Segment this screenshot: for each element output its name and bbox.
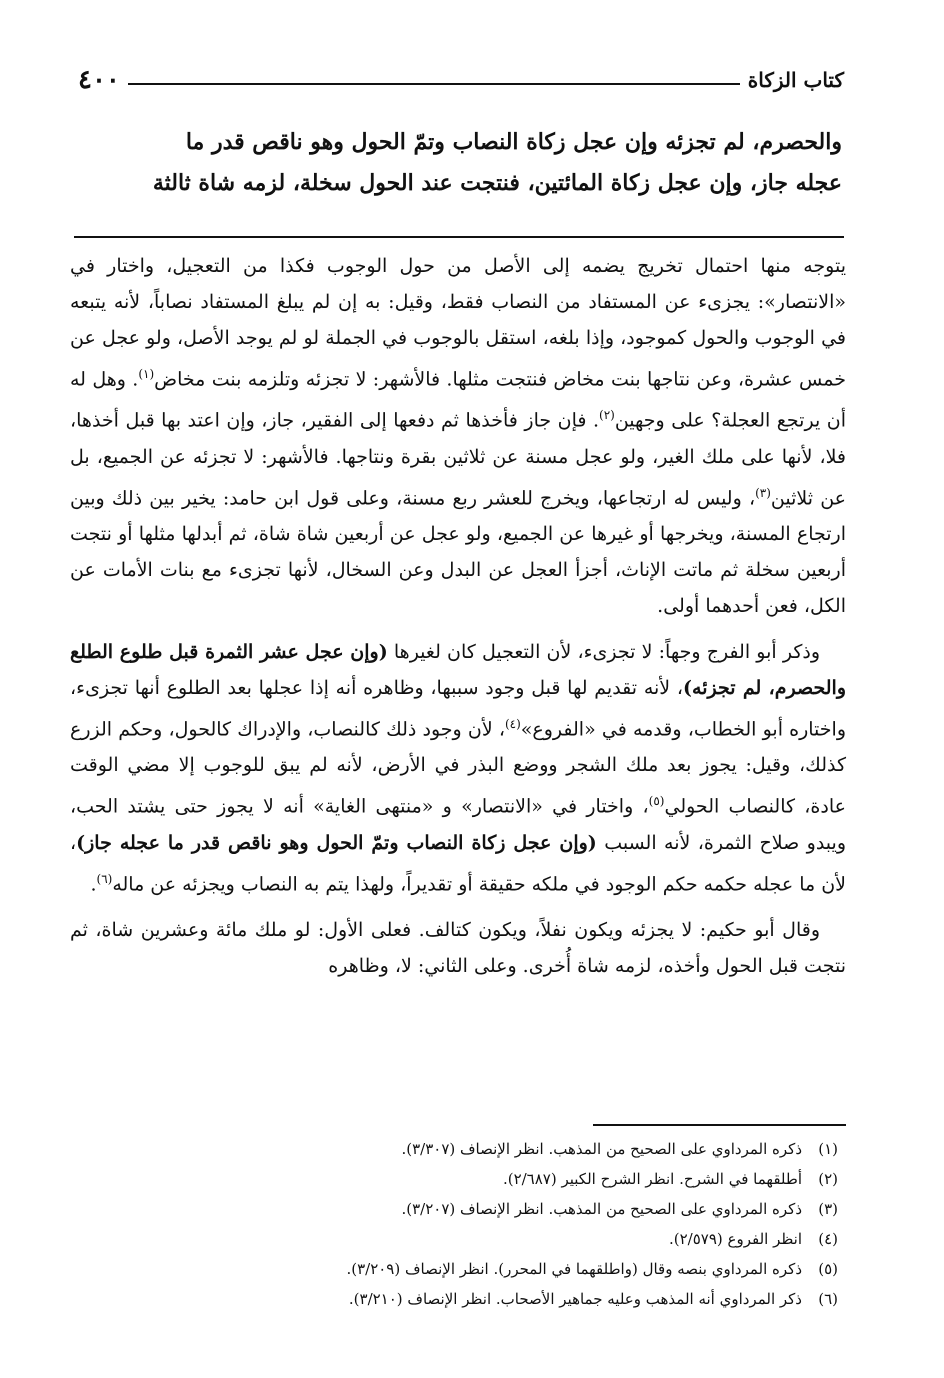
book-title: كتاب الزكاة (747, 68, 844, 92)
footnotes (70, 1134, 846, 1314)
footnote-text: ذكره المرداوي على الصحيح من المذهب. انظر الإنصاف (٣/٣٠٧). (401, 1140, 802, 1158)
matn-line: عجله جاز، وإن عجل زكاة المائتين، فنتجت عند الحول سخلة، لزمه شاة ثالثة (152, 170, 842, 196)
footnote-text: ذكر المرداوي أنه المذهب وعليه جماهير الأصحاب. انظر الإنصاف (٣/٢١٠). (348, 1290, 802, 1308)
paragraph-3 (70, 912, 846, 984)
text-run: ، وليس له ارتجاعها، ويخرج للعشر ربع مسنة، وعلى قول ابن حامد: يخير بين ذلك وبين ارتجاع المسنة، ويخرجها أو غيرها عن الجميع، ولو عجل عن أربعين شاة شاة، ثم أبدلها مثلها أو نتجت أربعين سخلة ثم ماتت الإناث، أجزأ العجل عن البدل وعن السخال، لأنها تجزىء مع بنات الأمات عن الكل، فعن أحدهما أولى. (70, 486, 846, 617)
matn-line: والحصرم، لم تجزئه وإن عجل زكاة النصاب وتمّ الحول وهو ناقص قدر ما (185, 129, 842, 155)
footnote-ref[interactable]: (١) (138, 367, 155, 381)
footnote-number: (١) (818, 1140, 838, 1158)
text-run: يتوجه منها احتمال تخريج يضمه إلى الأصل من حول الوجوب فكذا من التعجيل، واختار في «الانتصار»: يجزىء عن المستفاد من النصاب فقط، وقيل: به إن لم يبلغ المستفاد نصاباً، لأنه يتبعه في الوجوب والحول كموجود، وإذا بلغه، استقل بالوجوب في الجملة لو لم يوجد الأصل، ولو عجل عن خمس عشرة، وعن نتاجها بنت مخاض فنتجت مثلها. فالأشهر: لا تجزئه وتلزمه بنت مخاض (70, 255, 846, 391)
page-header (68, 62, 850, 98)
footnote-number: (٣) (818, 1200, 838, 1218)
paragraph-1 (70, 248, 846, 624)
footnote-separator (593, 1124, 846, 1126)
footnote-text: أطلقهما في الشرح. انظر الشرح الكبير (٢/٦٨٧). (502, 1170, 802, 1188)
header-rule (128, 83, 740, 85)
footnote-text: انظر الفروع (٢/٥٧٩). (668, 1230, 802, 1248)
footnote-number: (٢) (818, 1170, 838, 1188)
text-run: وقال أبو حكيم: لا يجزئه ويكون نفلاً، ويكون كتالف. فعلى الأول: لو ملك مائة وعشرين شاة، ثم نتجت قبل الحول وأخذه، لزمه شاة أُخرى. وعلى الثاني: لا، وظاهره (70, 918, 846, 977)
footnote-ref[interactable]: (٣) (755, 485, 771, 500)
text-run: ، لأنه تقديم لها قبل وجود سببها، وظاهره أنه إذا عجلها بعد الطلوع أنها تجزىء، واختاره أبو الخطاب، وقدمه في «الفروع» (70, 676, 846, 741)
footnote (70, 1134, 846, 1164)
footnote (70, 1224, 846, 1254)
matn-separator (74, 236, 844, 238)
footnote (70, 1164, 846, 1194)
text-run: ، واختار في «الانتصار» و «منتهى الغاية» أنه لا يجوز حتى يشتد الحب، ويبدو صلاح الثمرة، لأنه السبب (70, 795, 846, 854)
footnote-number: (٤) (818, 1230, 838, 1248)
footnote (70, 1254, 846, 1284)
footnote-number: (٥) (818, 1260, 838, 1278)
page-number: ٤٠٠ (78, 65, 120, 95)
text-run: . وهل له أن يرتجع العجلة؟ على وجهين (70, 368, 846, 432)
footnote (70, 1194, 846, 1224)
text-run: ، لأن ما عجله حكمه حكم الوجود في ملكه حقيقة أو تقديراً، ولهذا يتم به النصاب ويجزئه عن ماله (70, 831, 846, 895)
commentary-body (70, 248, 846, 994)
matn-quote: (وإن عجل زكاة النصاب وتمّ الحول وهو ناقص قدر ما عجله جاز) (76, 831, 597, 854)
matn-text (74, 122, 842, 204)
footnote-ref[interactable]: (٦) (96, 871, 113, 886)
text-run: ، لأن وجود ذلك كالنصاب، والإدراك كالحول، وحكم الزرع كذلك، وقيل: يجوز بعد ملك الشجر ووضع البذر في الأرض، لأنه لم يبق للوجوب إلا مضي الوقت عادة، كالنصاب الحولي (70, 718, 846, 818)
footnote-text: ذكره المرداوي على الصحيح من المذهب. انظر الإنصاف (٣/٢٠٧). (401, 1200, 802, 1218)
footnote-ref[interactable]: (٢) (599, 408, 615, 423)
text-run: وذكر أبو الفرج وجهاً: لا تجزىء، لأن التعجيل كان لغيرها (393, 640, 821, 663)
footnote-number: (٦) (818, 1290, 838, 1308)
footnote-ref[interactable]: (٤) (504, 716, 521, 731)
text-run: . (90, 872, 97, 895)
matn-quote: (وإن عجل عشر الثمرة قبل طلوع الطلع والحصرم، لم تجزئه) (70, 640, 846, 699)
footnote-text: ذكره المرداوي بنصه وقال (واطلقهما في المحرر). انظر الإنصاف (٣/٢٠٩). (346, 1260, 802, 1278)
footnote-ref[interactable]: (٥) (648, 794, 665, 809)
footnote (70, 1284, 846, 1314)
paragraph-2 (70, 634, 846, 902)
text-run: . فإن جاز فأخذها ثم دفعها إلى الفقير، جاز، وإن اعتد بها قبل أخذها، فلا، لأنها على ملك الغير، ولو عجل مسنة عن ثلاثين بقرة ونتاجها. فالأشهر: لا تجزئه عن الجميع، بل عن ثلاثين (70, 409, 846, 509)
